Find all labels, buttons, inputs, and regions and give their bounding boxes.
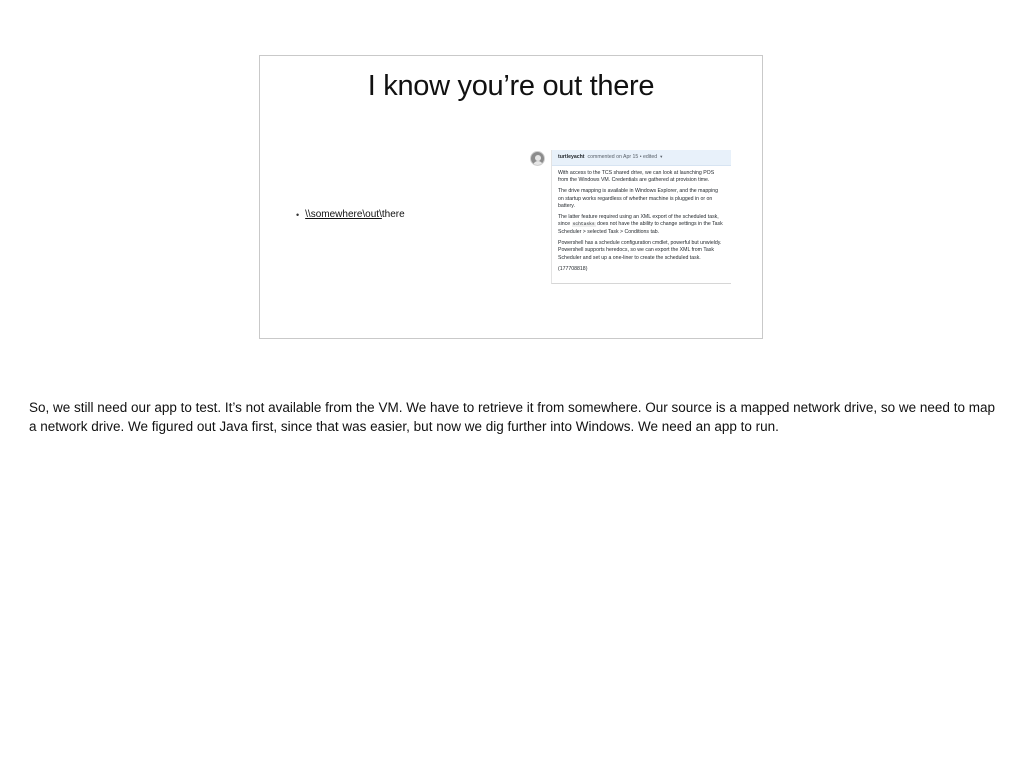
comment-paragraph: (177708818) [558,265,588,272]
github-comment-screenshot [551,150,731,284]
presenter-notes: So, we still need our app to test. It’s not available from the VM. We have to retrieve it from somewhere. Our source is a mapped network drive, so we need to map a network drive. We figured out Java first, since that was easier, but now we dig further into Windows. We need an app to run. [29,400,995,434]
comment-paragraph: The drive mapping is available in Windows Explorer, and the mapping on startup works regardless of whether machine is plugged in or on battery. [558,188,719,210]
comment-paragraph: The latter feature required using an XML export of the scheduled task, since schtasks does not have the ability to change settings in the Task Scheduler > selected Task > Conditions tab. [558,214,723,235]
comment-meta: commented on Apr 15 • edited [587,153,658,160]
bullet-text [305,209,405,220]
slide-title: I know you’re out there [367,70,655,102]
user-avatar-icon [530,151,545,166]
comment-paragraph: Powershell has a schedule configuration cmdlet, powerful but unwieldy. Powershell supports heredocs, so we can export the XML from Task Scheduler and set up a one-liner to create the scheduled task. [558,239,722,261]
bullet-item [296,209,405,220]
unc-path-link[interactable]: \\somewhere\out\ [305,209,382,220]
bullet-list [296,209,405,220]
bullet-marker: • [296,209,300,220]
comment-author: turtleyacht [558,153,585,160]
comment-paragraph: With access to the TCS shared drive, we can look at launching POS from the Windows VM. Credentials are gathered at provision time. [558,170,715,184]
unc-path-tail: there [381,209,405,220]
comment-header [552,150,731,166]
chevron-down-icon: ▾ [660,154,663,160]
inline-code: schtasks [572,222,595,228]
comment-body [552,166,731,273]
slide-thumbnail [259,55,763,339]
